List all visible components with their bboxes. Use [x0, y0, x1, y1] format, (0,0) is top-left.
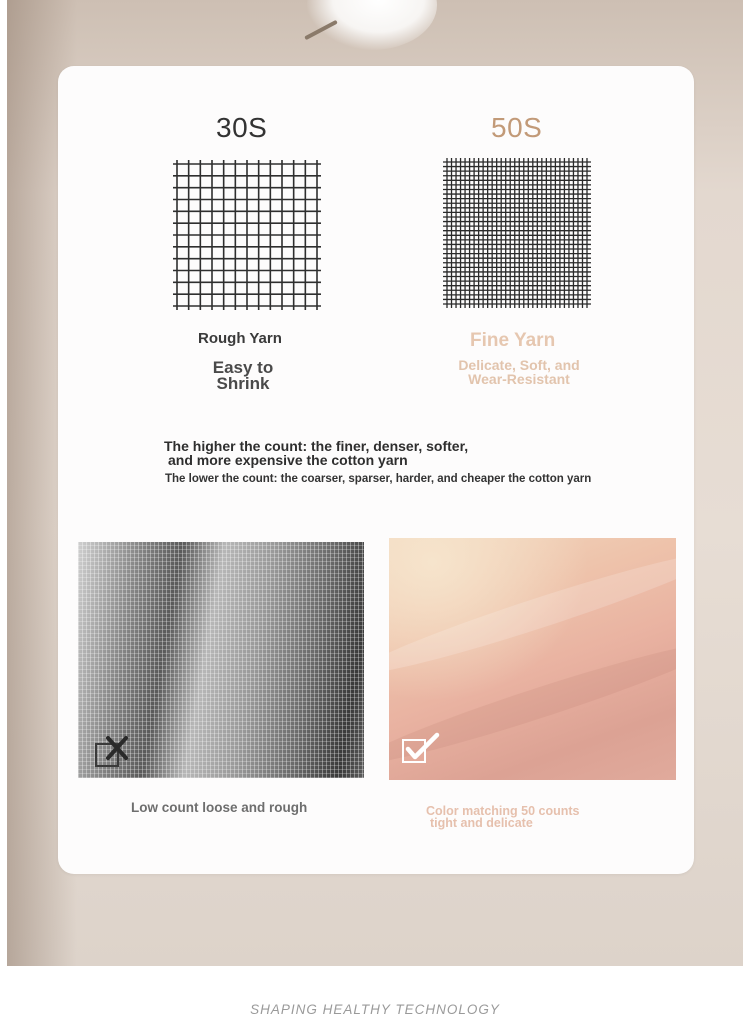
rough-yarn-label: Rough Yarn [198, 330, 282, 347]
fine-yarn-label: Fine Yarn [470, 330, 556, 351]
cross-icon [94, 736, 130, 768]
count-50s-label: 50S [491, 112, 543, 143]
fine-weave-icon [443, 158, 591, 308]
coarse-weave-icon [173, 160, 321, 310]
low-count-caption: Low count loose and rough [131, 800, 308, 815]
lower-count-note: The lower the count: the coarser, sparser, harder, and cheaper the cotton yarn [165, 473, 592, 485]
check-icon [401, 732, 441, 764]
count-30s-label: 30S [216, 112, 268, 143]
comparison-card [58, 66, 694, 874]
easy-to-shrink-label: Easy to Shrink [212, 358, 274, 393]
fifty-count-fabric-photo [389, 538, 676, 780]
low-count-fabric-photo [78, 542, 364, 778]
delicate-soft-label: Delicate, Soft, and Wear-Resistant [458, 357, 580, 387]
fifty-count-caption: Color matching 50 counts tight and delicate [426, 804, 580, 830]
higher-count-note: The higher the count: the finer, denser, softer, and more expensive the cotton yarn [164, 438, 469, 468]
footer-slogan: SHAPING HEALTHY TECHNOLOGY [250, 1002, 500, 1017]
